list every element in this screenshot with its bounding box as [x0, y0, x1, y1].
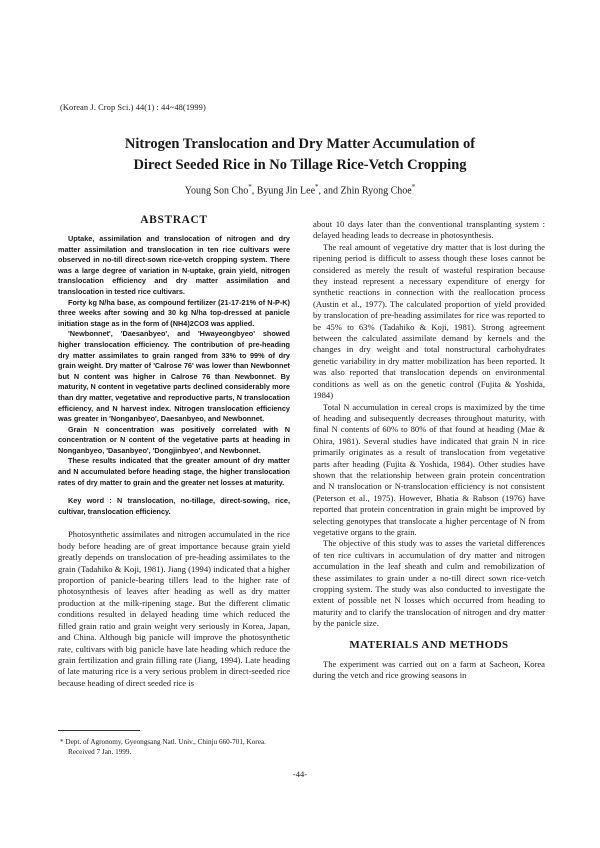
keywords: Key word : N translocation, no-tillage, direct-sowing, rice, cultivar, translocation efficiency. [58, 496, 290, 516]
author-name: Zhin Ryong Choe [340, 185, 412, 197]
abstract-paragraph: Uptake, assimilation and translocation of nitrogen and dry matter assimilation and translocation in ten rice cultivars were observed in no-till direct-sown rice-vetch cropping system. There was a large degree of variation in N-uptake, grain yield, nitrogen translocation efficiency and dry matter assimilation and translocation in tested rice cultivars. [58, 234, 290, 296]
intro-left-text [58, 529, 290, 689]
author-mark: * [248, 183, 252, 191]
body-paragraph: The experiment was carried out on a farm at Sacheon, Korea during the vetch and rice growing seasons in [313, 658, 545, 681]
received-date: Received 7 Jan. 1999. [68, 748, 132, 756]
author-mark: * [411, 183, 416, 191]
abstract-paragraph: 'Newbonnet', 'Daesanbyeo', and 'Hwayeongbyeo' showed higher translocation efficiency. The contribution of pre-heading dry matter assimilates to grain ranged from 33% to 99% of dry grain weight. Dry matter of 'Calrose 76' was lower than Newbonnet but N content was higher in Calrose 76 than Newbonnet. By maturity, N content in vegetative parts declined considerably more than dry matter, vegetative and reproductive parts, N translocation efficiency, and N harvest index. Nitrogen translocation efficiency was greater in 'Nonganbyeo', Daesanbyeo, and Newbonnet. [58, 329, 290, 424]
abstract-heading: ABSTRACT [140, 214, 208, 226]
methods-heading: MATERIALS AND METHODS [349, 638, 509, 651]
abstract-paragraph: These results indicated that the greater amount of dry matter and N accumulated before heading stage, the higher translocation rates of dry matter to grain and the greater net losses at maturity. [58, 456, 290, 487]
author-name: Young Son Cho [184, 185, 249, 197]
title-line-2: Direct Seeded Rice in No Tillage Rice-Vetch Cropping [133, 157, 467, 173]
methods-text [313, 659, 545, 682]
affiliation-note: * Dept. of Agronomy, Gyeongsang Natl. Univ., Chinju 660-701, Korea. [60, 738, 266, 746]
abstract-paragraph: Grain N concentration was positively correlated with N concentration or N content of the vegetative parts at heading in Nonganbyeo, 'Dasanbyeo', 'Dongjinbyeo', and Newbonnet. [58, 424, 290, 455]
page-number: -44- [292, 769, 308, 779]
body-paragraph: The real amount of vegetative dry matter that is lost during the ripening period is difficult to assess though these loses cannot be considered as merely the result of wasteful respiration because they instead represent a necessary expenditure of energy for synthetic reactions in connection with the reallocation process (Austin et al., 1977). The calculated proportion of yield provided by translocation of pre-heading assimilates for rice was reported to be 45% to 63% (Tadahiko & Koji, 1981). Strong agreement between the calculated assimilate demand by kernels and the changes in dry weight and total nonstructural carbohydrates genetic variability in dry matter mobilization has been reported. It was also reported that translocation depends on environmental conditions as well as on the genetic control (Fujita & Yoshida, 1984) [313, 241, 545, 401]
intro-right-text [313, 219, 545, 630]
title-line-1: Nitrogen Translocation and Dry Matter Accumulation of [124, 136, 476, 152]
body-paragraph: Photosynthetic assimilates and nitrogen accumulated in the rice body before heading are of great importance because grain yield greatly depends on translocation of pre-heading assimilates to the grain (Tadahiko & Koji, 1981). Jiang (1994) indicated that a higher proportion of panicle-bearing tillers lead to the higher rate of photosynthesis of leaves after heading as well as dry matter production at the milk-ripening stage. But the different climatic conditions resulted in delayed heading time which reduced the filled grain ratio and grain weight very seriously in Korea, Japan, and China. Although big panicle will improve the photosynthetic rate, cultivars with big panicle have late heading which reduce the grain fertilization and grain filling rate (Jiang, 1994). Late heading of late maturing rice is a very serious problem in direct-seeded rice because heading of direct seeded rice is [58, 529, 290, 688]
footnote [60, 737, 300, 757]
author-mark: * [315, 183, 319, 191]
abstract-text [58, 234, 290, 488]
footnote-divider [58, 730, 140, 731]
journal-citation: (Korean J. Crop Sci.) 44(1) : 44~48(1999) [60, 103, 206, 112]
paper-title [60, 134, 540, 176]
abstract-paragraph: Forty kg N/ha base, as compound fertilizer (21-17-21% of N-P-K) three weeks after sowing and 30 kg N/ha top-dressed at panicle initiation stage as in the form of (NH4)2CO3 was applied. [58, 297, 290, 328]
body-paragraph: The objective of this study was to asses the varietal differences of ten rice cultivars in accumulation of dry matter and nitrogen accumulation in the leaf sheath and culm and remobilization of these assimilates to grain under a no-till direct sown rice-vetch cropping system. The study was also conducted to investigate the extent of possible net N losses which occurred from heading to maturity and to clarify the translocation of nitrogen and dry matter by the panicle size. [313, 538, 545, 629]
right-column [313, 219, 545, 681]
body-paragraph: about 10 days later than the conventional transplanting system : delayed heading leads to decrease in photosynthesis. [313, 219, 545, 241]
author-list: Young Son Cho*, Byung Jin Lee*, and Zhin Ryong Choe* [184, 183, 416, 197]
left-column [58, 214, 290, 689]
body-paragraph: Total N accumulation in cereal crops is maximized by the time of heading and subsequently decreases throughout maturity, with final N contents of 60% to 80% of that found at heading (Mae & Ohira, 1981). Several studies have indicated that grain N in rice primarily originates as a result of translocation from vegetative parts after heading (Fujita & Yoshida, 1984). Other studies have shown that the relationship between grain protein concentration and N translocation or N-translocation efficiency is not consistent (Peterson et al., 1975). However, Bhatia & Rabson (1976) have reported that protein concentration in grain might be improved by selecting genotypes that translocate a higher percentage of N from vegetative organs to the grain. [313, 401, 545, 537]
author-name: Byung Jin Lee [256, 185, 316, 197]
